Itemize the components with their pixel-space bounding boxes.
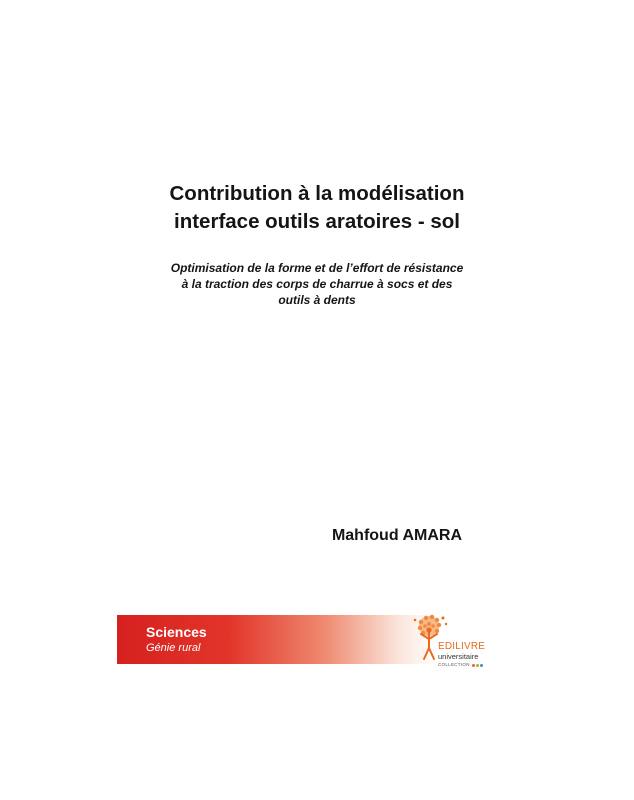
- dot-green: [476, 664, 479, 667]
- publisher-line: universitaire: [438, 652, 479, 661]
- publisher-collection: COLLECTION: [438, 662, 470, 667]
- publisher-logo: [408, 612, 508, 670]
- book-subtitle-line-2: à la traction des corps de charrue à socs et des: [181, 277, 453, 291]
- book-title-line-2: interface outils aratoires - sol: [174, 210, 460, 233]
- book-title: [117, 180, 517, 236]
- book-subtitle-line-1: Optimisation de la forme et de l’effort de résistance: [170, 261, 464, 275]
- book-title-line-1: Contribution à la modélisation: [169, 182, 465, 205]
- book-author: Mahfoud AMARA: [331, 527, 462, 544]
- book-subtitle: [117, 260, 517, 308]
- collection-dots: [472, 663, 484, 668]
- dot-blue: [480, 664, 483, 667]
- subcategory-label: Génie rural: [146, 642, 201, 654]
- book-subtitle-line-3: outils à dents: [278, 293, 356, 307]
- publisher-brand: EDILIVRE: [438, 641, 486, 652]
- category-label: Sciences: [146, 624, 207, 640]
- dot-orange: [472, 664, 475, 667]
